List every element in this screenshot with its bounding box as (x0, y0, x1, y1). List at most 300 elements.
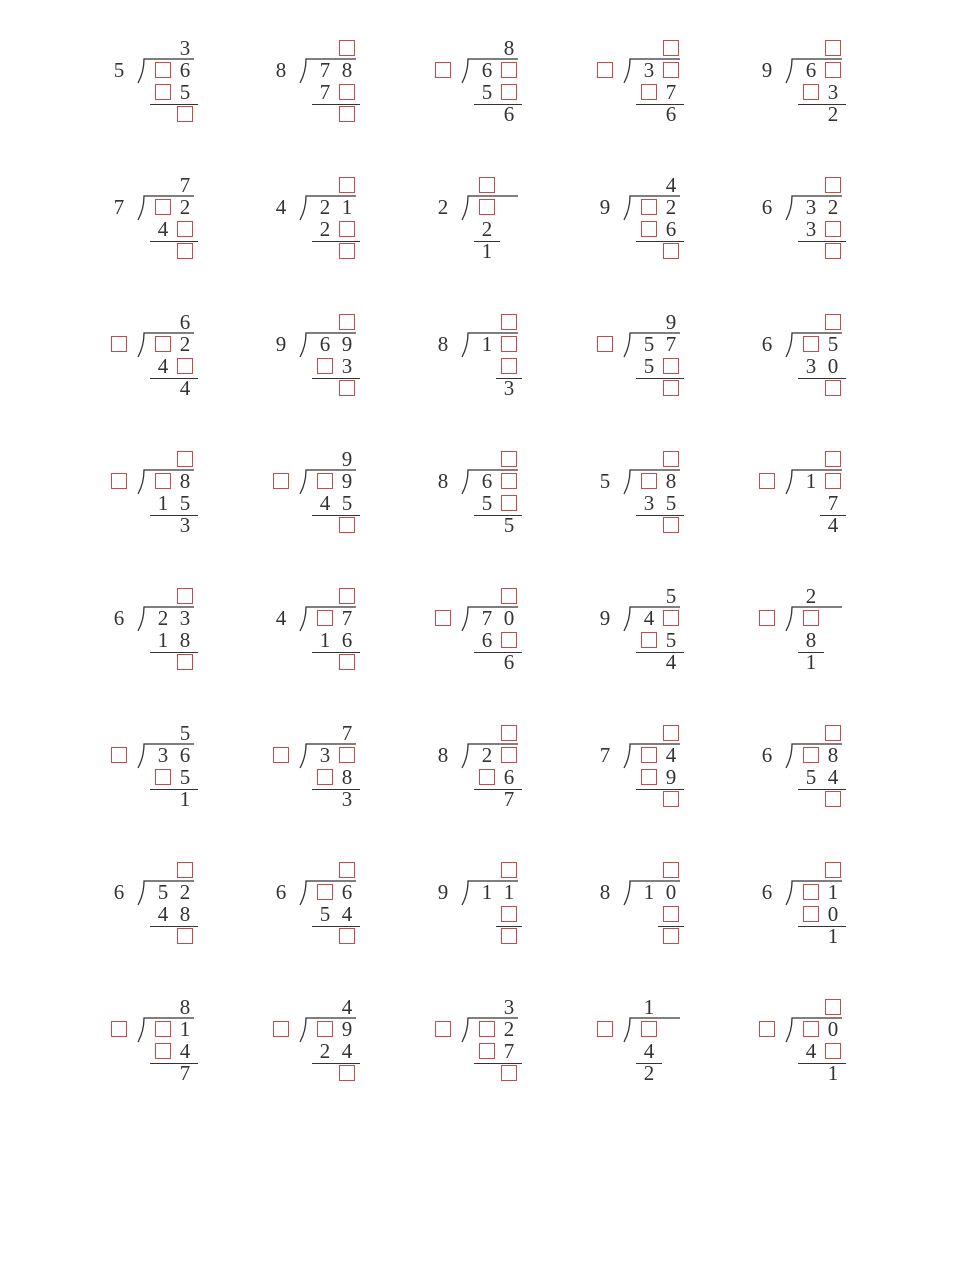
product-digit: 6 (481, 628, 493, 652)
dividend-digit: 7 (665, 332, 677, 356)
division-problem (432, 36, 582, 150)
dividend-digit: 6 (319, 332, 331, 356)
product-digit: 1 (319, 628, 331, 652)
subtraction-line (798, 926, 846, 927)
remainder-digit: 2 (827, 102, 839, 126)
product-digit: 3 (805, 217, 817, 241)
remainder-digit: 1 (827, 1061, 839, 1085)
quotient-digit-blank (336, 585, 358, 607)
quotient-digit-blank (336, 859, 358, 881)
dividend-digit: 1 (481, 880, 493, 904)
subtraction-line (150, 652, 198, 653)
dividend-digit-blank (660, 59, 682, 81)
divisor-blank (432, 1018, 454, 1040)
division-problem (432, 995, 582, 1109)
division-problem (108, 451, 258, 561)
product-digit: 4 (319, 491, 331, 515)
remainder-digit: 6 (503, 650, 515, 674)
product-digit-blank (638, 218, 660, 240)
dividend-digit: 2 (503, 1017, 515, 1041)
quotient-digit-blank (336, 311, 358, 333)
product-digit: 6 (341, 628, 353, 652)
divisor-blank (270, 1018, 292, 1040)
dividend-digit: 5 (157, 880, 169, 904)
remainder-digit-blank (336, 1062, 358, 1084)
dividend-digit: 6 (805, 58, 817, 82)
divisor-blank (594, 59, 616, 81)
dividend-digit-blank (800, 607, 822, 629)
subtraction-line (474, 1063, 522, 1064)
quotient-digit-blank (174, 859, 196, 881)
subtraction-line (636, 378, 684, 379)
subtraction-line (474, 789, 522, 790)
remainder-digit: 1 (827, 924, 839, 948)
remainder-digit-blank (822, 788, 844, 810)
division-problem (270, 721, 420, 835)
remainder-digit: 5 (503, 513, 515, 537)
dividend-digit: 2 (481, 743, 493, 767)
product-digit: 5 (179, 80, 191, 104)
dividend-digit: 0 (503, 606, 515, 630)
dividend-digit: 2 (179, 332, 191, 356)
product-digit: 5 (665, 491, 677, 515)
dividend-digit-blank (152, 1018, 174, 1040)
division-problem (756, 314, 906, 424)
dividend-digit-blank (314, 470, 336, 492)
division-problem (756, 862, 906, 972)
product-digit: 8 (341, 765, 353, 789)
product-digit: 7 (665, 80, 677, 104)
dividend-digit: 1 (827, 880, 839, 904)
dividend-digit: 9 (341, 1017, 353, 1041)
divisor-blank (108, 744, 130, 766)
product-digit: 7 (503, 1039, 515, 1063)
remainder-digit: 4 (179, 376, 191, 400)
division-problem (756, 999, 906, 1109)
division-problem (108, 173, 258, 287)
quotient-digit-blank (498, 859, 520, 881)
divisor: 8 (437, 743, 449, 767)
product-digit: 1 (157, 628, 169, 652)
dividend-digit: 2 (827, 195, 839, 219)
remainder-digit: 2 (643, 1061, 655, 1085)
quotient-digit: 4 (341, 995, 353, 1019)
product-digit-blank (660, 903, 682, 925)
subtraction-line (150, 926, 198, 927)
division-problem (432, 725, 582, 835)
subtraction-line (150, 515, 198, 516)
subtraction-line (798, 104, 846, 105)
divisor-blank (108, 1018, 130, 1040)
dividend-digit: 2 (319, 195, 331, 219)
subtraction-line (150, 789, 198, 790)
division-problem (270, 862, 420, 972)
remainder-digit: 4 (827, 513, 839, 537)
dividend-digit-blank (638, 470, 660, 492)
division-problem (432, 862, 582, 972)
subtraction-line (658, 926, 684, 927)
product-digit: 7 (319, 80, 331, 104)
division-problem (270, 314, 420, 424)
remainder-digit: 6 (503, 102, 515, 126)
divisor-blank (594, 333, 616, 355)
subtraction-line (312, 515, 360, 516)
dividend-digit-blank (476, 196, 498, 218)
division-problem (108, 721, 258, 835)
divisor: 9 (761, 58, 773, 82)
dividend-digit-blank (660, 607, 682, 629)
product-digit-blank (638, 81, 660, 103)
subtraction-line (312, 378, 360, 379)
product-digit-blank (336, 81, 358, 103)
divisor: 7 (599, 743, 611, 767)
dividend-digit: 7 (341, 606, 353, 630)
divisor: 2 (437, 195, 449, 219)
subtraction-line (312, 104, 360, 105)
product-digit: 4 (827, 765, 839, 789)
quotient-digit-blank (660, 722, 682, 744)
divisor: 6 (761, 195, 773, 219)
quotient-digit: 3 (503, 995, 515, 1019)
dividend-digit: 7 (319, 58, 331, 82)
divisor: 6 (761, 743, 773, 767)
remainder-digit-blank (498, 1062, 520, 1084)
dividend-digit: 6 (179, 743, 191, 767)
quotient-digit-blank (822, 859, 844, 881)
dividend-digit-blank (152, 333, 174, 355)
quotient-digit-blank (822, 37, 844, 59)
quotient-digit: 7 (341, 721, 353, 745)
dividend-digit: 1 (643, 880, 655, 904)
dividend-digit-blank (314, 881, 336, 903)
product-digit: 4 (157, 354, 169, 378)
subtraction-line (474, 652, 522, 653)
quotient-digit-blank (660, 859, 682, 881)
subtraction-line (150, 241, 198, 242)
division-problem (432, 314, 582, 424)
dividend-digit-blank (638, 1018, 660, 1040)
product-digit: 5 (319, 902, 331, 926)
subtraction-line (636, 241, 684, 242)
product-digit: 4 (157, 902, 169, 926)
product-digit: 5 (805, 765, 817, 789)
remainder-digit-blank (660, 788, 682, 810)
subtraction-line (798, 789, 846, 790)
divisor-blank (756, 607, 778, 629)
dividend-digit-blank (152, 196, 174, 218)
remainder-digit: 6 (665, 102, 677, 126)
divisor: 9 (599, 195, 611, 219)
product-digit-blank (476, 1040, 498, 1062)
product-digit-blank (800, 81, 822, 103)
dividend-digit: 0 (665, 880, 677, 904)
dividend-digit-blank (314, 607, 336, 629)
product-digit: 3 (827, 80, 839, 104)
division-problem (108, 310, 258, 424)
dividend-digit-blank (800, 744, 822, 766)
division-problem (108, 588, 258, 698)
quotient-digit: 2 (805, 584, 817, 608)
dividend-digit-blank (152, 59, 174, 81)
divisor: 6 (761, 880, 773, 904)
divisor: 5 (113, 58, 125, 82)
subtraction-line (474, 241, 500, 242)
product-digit: 8 (179, 628, 191, 652)
subtraction-line (474, 515, 522, 516)
product-digit-blank (498, 492, 520, 514)
divisor: 9 (275, 332, 287, 356)
subtraction-line (798, 378, 846, 379)
divisor: 6 (275, 880, 287, 904)
division-problem (270, 40, 420, 150)
dividend-digit: 8 (341, 58, 353, 82)
quotient-digit-blank (498, 448, 520, 470)
dividend-digit-blank (152, 470, 174, 492)
product-digit: 7 (827, 491, 839, 515)
division-problem (270, 177, 420, 287)
subtraction-line (798, 652, 824, 653)
product-digit-blank (822, 1040, 844, 1062)
dividend-digit-blank (498, 333, 520, 355)
product-digit: 3 (643, 491, 655, 515)
dividend-digit: 1 (805, 469, 817, 493)
subtraction-line (150, 1063, 198, 1064)
division-problem (756, 40, 906, 150)
subtraction-line (312, 789, 360, 790)
product-digit-blank (476, 766, 498, 788)
product-digit: 3 (341, 354, 353, 378)
dividend-digit: 9 (341, 332, 353, 356)
divisor: 9 (599, 606, 611, 630)
divisor-blank (432, 59, 454, 81)
product-digit-blank (822, 218, 844, 240)
dividend-digit: 8 (179, 469, 191, 493)
product-digit-blank (314, 355, 336, 377)
remainder-digit: 3 (179, 513, 191, 537)
divisor: 9 (437, 880, 449, 904)
division-problem (594, 862, 744, 972)
subtraction-line (636, 1063, 662, 1064)
quotient-digit: 1 (643, 995, 655, 1019)
quotient-digit-blank (822, 448, 844, 470)
product-digit: 5 (481, 80, 493, 104)
subtraction-line (312, 241, 360, 242)
product-digit-blank (800, 903, 822, 925)
dividend-digit: 8 (827, 743, 839, 767)
quotient-digit-blank (498, 585, 520, 607)
product-digit-blank (660, 355, 682, 377)
remainder-digit-blank (174, 240, 196, 262)
dividend-digit: 3 (179, 606, 191, 630)
quotient-digit-blank (476, 174, 498, 196)
product-digit-blank (498, 903, 520, 925)
dividend-digit: 2 (179, 195, 191, 219)
product-digit: 4 (179, 1039, 191, 1063)
subtraction-line (150, 378, 198, 379)
divisor-blank (108, 333, 130, 355)
quotient-digit-blank (336, 37, 358, 59)
divisor: 6 (113, 606, 125, 630)
quotient-digit-blank (498, 722, 520, 744)
product-digit: 8 (805, 628, 817, 652)
remainder-digit-blank (336, 651, 358, 673)
divisor: 6 (761, 332, 773, 356)
product-digit: 6 (503, 765, 515, 789)
dividend-digit-blank (498, 470, 520, 492)
division-problem (756, 725, 906, 835)
quotient-digit-blank (174, 585, 196, 607)
subtraction-line (474, 104, 522, 105)
remainder-digit-blank (822, 240, 844, 262)
quotient-digit: 3 (179, 36, 191, 60)
divisor-blank (432, 607, 454, 629)
dividend-digit-blank (336, 744, 358, 766)
product-digit-blank (174, 218, 196, 240)
remainder-digit-blank (660, 240, 682, 262)
remainder-digit-blank (336, 240, 358, 262)
remainder-digit-blank (498, 925, 520, 947)
remainder-digit: 1 (805, 650, 817, 674)
product-digit: 2 (319, 1039, 331, 1063)
product-digit: 5 (665, 628, 677, 652)
dividend-digit: 3 (805, 195, 817, 219)
product-digit: 5 (341, 491, 353, 515)
subtraction-line (636, 789, 684, 790)
dividend-digit: 7 (481, 606, 493, 630)
division-problem (432, 451, 582, 561)
division-problem (270, 447, 420, 561)
divisor-blank (594, 1018, 616, 1040)
quotient-digit-blank (822, 722, 844, 744)
remainder-digit: 1 (179, 787, 191, 811)
remainder-digit-blank (822, 377, 844, 399)
divisor-blank (270, 744, 292, 766)
quotient-digit: 9 (665, 310, 677, 334)
division-problem (432, 588, 582, 698)
divisor: 8 (437, 332, 449, 356)
dividend-digit: 3 (319, 743, 331, 767)
division-problem (270, 588, 420, 698)
product-digit: 0 (827, 902, 839, 926)
dividend-digit: 2 (665, 195, 677, 219)
product-digit: 4 (643, 1039, 655, 1063)
quotient-digit-blank (822, 311, 844, 333)
dividend-digit: 8 (665, 469, 677, 493)
product-digit-blank (336, 218, 358, 240)
dividend-digit: 1 (481, 332, 493, 356)
product-digit-blank (638, 629, 660, 651)
quotient-digit-blank (822, 174, 844, 196)
product-digit: 8 (179, 902, 191, 926)
dividend-digit: 3 (157, 743, 169, 767)
dividend-digit: 2 (157, 606, 169, 630)
product-digit-blank (498, 355, 520, 377)
divisor-blank (756, 470, 778, 492)
divisor-blank (108, 470, 130, 492)
dividend-digit: 1 (179, 1017, 191, 1041)
remainder-digit-blank (660, 925, 682, 947)
quotient-digit: 8 (503, 36, 515, 60)
dividend-digit-blank (800, 333, 822, 355)
subtraction-line (798, 1063, 846, 1064)
dividend-digit: 6 (481, 469, 493, 493)
product-digit: 9 (665, 765, 677, 789)
dividend-digit-blank (498, 744, 520, 766)
dividend-digit: 4 (643, 606, 655, 630)
dividend-digit-blank (822, 59, 844, 81)
product-digit: 1 (157, 491, 169, 515)
dividend-digit: 6 (341, 880, 353, 904)
division-problem (108, 995, 258, 1109)
quotient-digit-blank (822, 996, 844, 1018)
dividend-digit: 5 (827, 332, 839, 356)
product-digit: 4 (157, 217, 169, 241)
remainder-digit: 3 (341, 787, 353, 811)
dividend-digit-blank (638, 744, 660, 766)
divisor: 4 (275, 606, 287, 630)
remainder-digit-blank (336, 103, 358, 125)
product-digit: 2 (481, 217, 493, 241)
remainder-digit-blank (174, 103, 196, 125)
dividend-digit-blank (638, 196, 660, 218)
dividend-digit-blank (800, 881, 822, 903)
dividend-digit: 5 (643, 332, 655, 356)
division-problem (432, 177, 582, 287)
remainder-digit: 7 (179, 1061, 191, 1085)
remainder-digit: 4 (665, 650, 677, 674)
remainder-digit: 3 (503, 376, 515, 400)
product-digit: 6 (665, 217, 677, 241)
division-problem (756, 177, 906, 287)
quotient-digit: 5 (665, 584, 677, 608)
product-digit-blank (498, 629, 520, 651)
product-digit-blank (638, 766, 660, 788)
subtraction-line (150, 104, 198, 105)
divisor-blank (756, 1018, 778, 1040)
quotient-digit-blank (660, 37, 682, 59)
dividend-digit-blank (498, 59, 520, 81)
dividend-digit-blank (314, 1018, 336, 1040)
remainder-digit: 1 (481, 239, 493, 263)
quotient-digit: 9 (341, 447, 353, 471)
quotient-digit-blank (336, 174, 358, 196)
quotient-digit-blank (174, 448, 196, 470)
divisor: 8 (599, 880, 611, 904)
product-digit: 5 (179, 765, 191, 789)
dividend-digit: 0 (827, 1017, 839, 1041)
dividend-digit: 6 (179, 58, 191, 82)
division-problem (594, 173, 744, 287)
dividend-digit: 4 (665, 743, 677, 767)
quotient-digit: 8 (179, 995, 191, 1019)
divisor: 5 (599, 469, 611, 493)
division-problem (108, 862, 258, 972)
product-digit: 5 (481, 491, 493, 515)
division-problem (594, 995, 744, 1109)
subtraction-line (496, 926, 522, 927)
quotient-digit-blank (660, 448, 682, 470)
divisor: 7 (113, 195, 125, 219)
subtraction-line (496, 378, 522, 379)
dividend-digit: 6 (481, 58, 493, 82)
divisor: 4 (275, 195, 287, 219)
product-digit: 0 (827, 354, 839, 378)
product-digit-blank (498, 81, 520, 103)
division-problem (594, 584, 744, 698)
divisor: 6 (113, 880, 125, 904)
division-problem (756, 584, 906, 698)
subtraction-line (312, 926, 360, 927)
